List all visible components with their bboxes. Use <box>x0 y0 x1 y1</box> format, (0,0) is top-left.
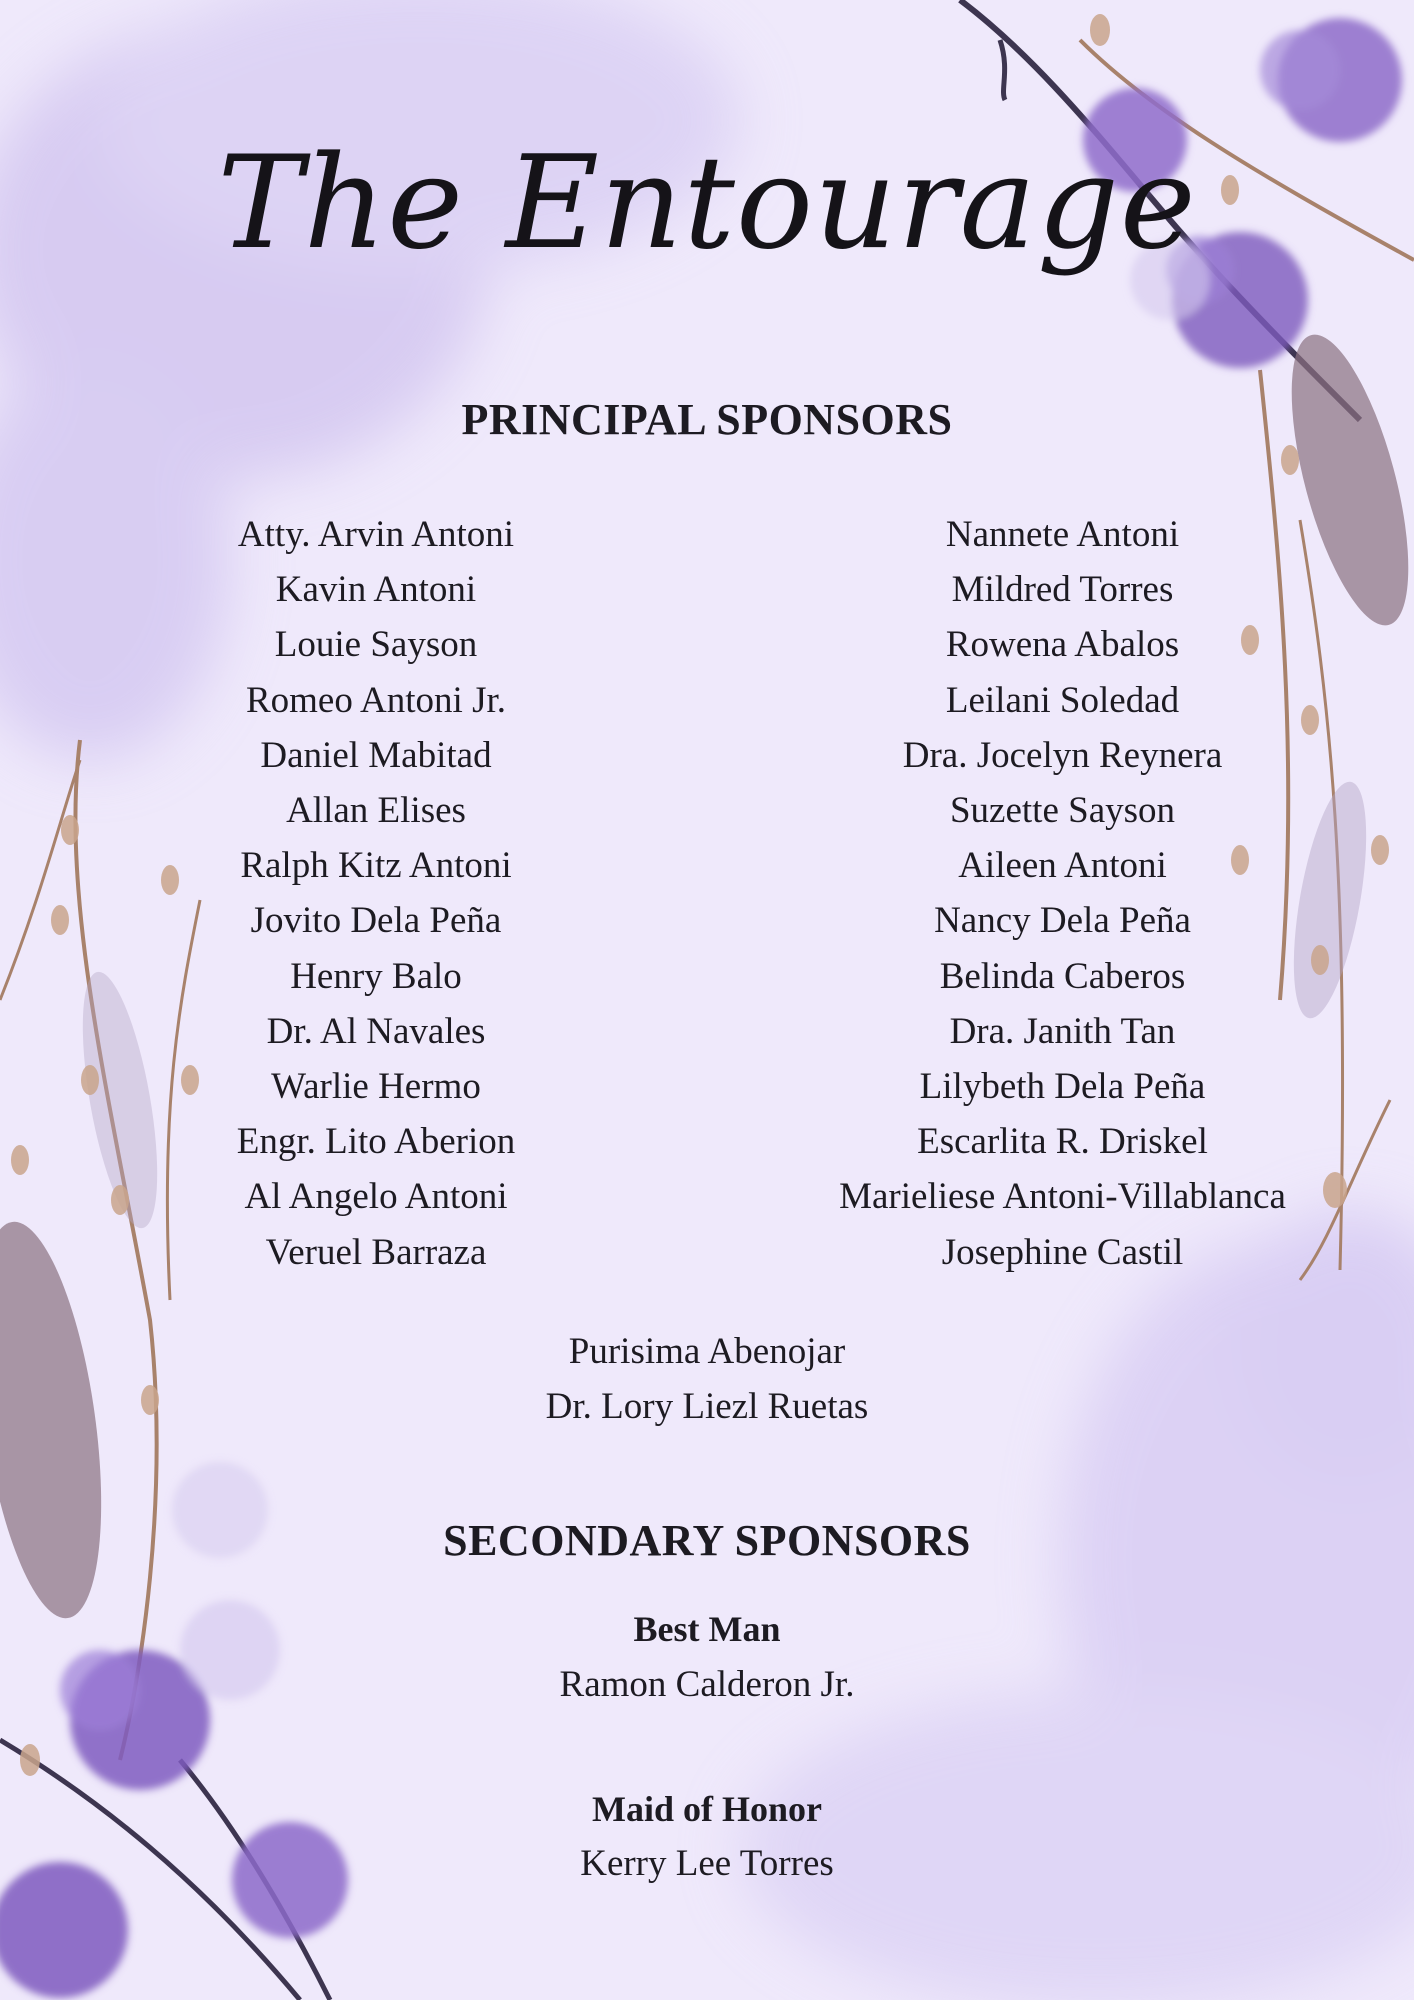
sponsor-name: Warlie Hermo <box>271 1066 481 1108</box>
sponsor-name: Romeo Antoni Jr. <box>245 679 507 721</box>
sponsor-name: Marieliese Antoni-Villablanca <box>839 1176 1286 1218</box>
sponsor-name: Escarlita R. Driskel <box>917 1121 1208 1163</box>
sponsor-name: Louie Sayson <box>274 624 478 666</box>
sponsor-name: Daniel Mabitad <box>260 734 492 776</box>
sponsor-name: Lilybeth Dela Peña <box>919 1066 1206 1108</box>
sponsor-name: Josephine Castil <box>941 1231 1184 1273</box>
sponsor-name: Dr. Lory Liezl Ruetas <box>545 1386 869 1427</box>
sponsor-name: Rowena Abalos <box>945 624 1180 666</box>
maid-of-honor-label: Maid of Honor <box>592 1789 822 1829</box>
principal-sponsors-heading: PRINCIPAL SPONSORS <box>461 395 953 444</box>
best-man-label: Best Man <box>633 1609 781 1649</box>
sponsor-name: Mildred Torres <box>951 569 1174 611</box>
secondary-sponsors-heading: SECONDARY SPONSORS <box>443 1516 971 1565</box>
sponsor-name: Henry Balo <box>290 955 462 997</box>
sponsor-name: Purisima Abenojar <box>568 1331 846 1372</box>
best-man-name: Ramon Calderon Jr. <box>559 1664 855 1705</box>
maid-of-honor-name: Kerry Lee Torres <box>580 1843 834 1884</box>
sponsor-name: Belinda Caberos <box>939 955 1186 997</box>
sponsor-name: Atty. Arvin Antoni <box>237 514 515 555</box>
principal-sponsors-extra <box>0 1324 1414 1434</box>
sponsor-name: Leilani Soledad <box>945 679 1180 721</box>
sponsor-name: Jovito Dela Peña <box>250 900 502 942</box>
principal-sponsors-right-column <box>790 507 1335 1280</box>
sponsor-name: Nannete Antoni <box>945 514 1180 555</box>
sponsor-name: Dra. Janith Tan <box>949 1010 1176 1052</box>
sponsor-name: Kavin Antoni <box>275 569 477 611</box>
sponsor-name: Engr. Lito Aberion <box>236 1121 516 1163</box>
principal-sponsors-left-column <box>176 507 576 1280</box>
sponsor-name: Allan Elises <box>286 790 466 832</box>
page-title: The Entourage <box>217 129 1197 278</box>
sponsor-name: Al Angelo Antoni <box>244 1176 508 1218</box>
sponsor-name: Dra. Jocelyn Reynera <box>902 734 1223 776</box>
sponsor-name: Suzette Sayson <box>949 790 1176 832</box>
sponsor-name: Nancy Dela Peña <box>934 900 1191 942</box>
sponsor-name: Dr. Al Navales <box>266 1010 486 1052</box>
sponsor-name: Ralph Kitz Antoni <box>240 845 512 887</box>
sponsor-name: Aileen Antoni <box>958 845 1167 887</box>
sponsor-name: Veruel Barraza <box>265 1231 487 1273</box>
